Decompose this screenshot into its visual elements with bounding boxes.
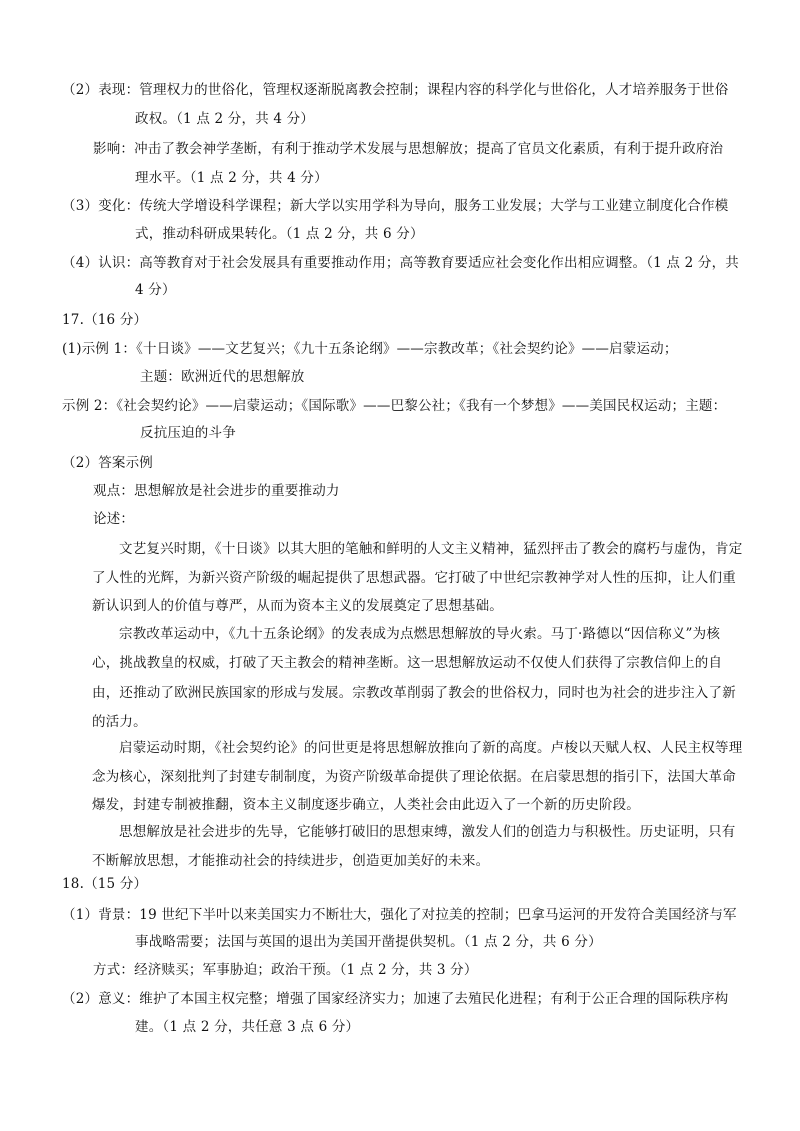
q18-meaning: （2）意义：维护了本国主权完整；增强了国家经济实力；加速了去殖民化进程；有利于公正合理的国际秩序构 xyxy=(62,991,729,1007)
q18-method: 方式：经济赎买；军事胁迫；政治干预。（1 点 2 分，共 3 分） xyxy=(93,962,478,978)
q16-p2-impact: 影响：冲击了教会神学垄断，有利于推动学术发展与思想解放；提高了官员文化素质，有利于提升政府治 xyxy=(93,141,724,157)
q16-p4-view-cont: 4 分） xyxy=(135,282,176,298)
q17-argument-label: 论述： xyxy=(93,511,135,527)
q17-header: 17.（16 分） xyxy=(62,312,148,328)
q18-header: 18.（15 分） xyxy=(62,876,148,892)
q17-example-2: 示例 2：《社会契约论》——启蒙运动；《国际歌》——巴黎公社；《我有一个梦想》——美国民权运动；主题： xyxy=(62,398,727,414)
q18-background-cont: 事战略需要；法国与英国的退出为美国开凿提供契机。（1 点 2 分，共 6 分） xyxy=(135,934,602,950)
q16-p2-performance-cont: 政权。（1 点 2 分，共 4 分） xyxy=(135,111,315,127)
q17-viewpoint: 观点：思想解放是社会进步的重要推动力 xyxy=(93,483,340,499)
q16-p3-change-cont: 式，推动科研成果转化。（1 点 2 分，共 6 分） xyxy=(135,226,424,242)
q17-paragraph-renaissance: 文艺复兴时期，《十日谈》以其大胆的笔触和鲜明的人文主义精神，猛烈抨击了教会的腐朽与虚伪，肯定了人性的光辉，为新兴资产阶级的崛起提供了思想武器。它打破了中世纪宗教神学对人性的压抑，让人们重新认识到人的价值与尊严，从而为资本主义的发展奠定了思想基础。 xyxy=(92,541,743,614)
q17-part2-label: （2）答案示例 xyxy=(62,455,153,471)
q17-paragraph-enlightenment: 启蒙运动时期，《社会契约论》的问世更是将思想解放推向了新的高度。卢梭以天赋人权、人民主权等理念为核心，深刻批判了封建专制制度，为资产阶级革命提供了理论依据。在启蒙思想的指引下，法国大革命爆发，封建专制被推翻，资本主义制度逐步确立，人类社会由此迈入了一个新的历史阶段。 xyxy=(92,740,743,813)
q17-paragraph-reformation: 宗教改革运动中，《九十五条论纲》的发表成为点燃思想解放的导火索。马丁·路德以“因信称义”为核心，挑战教皇的权威，打破了天主教会的精神垄断。这一思想解放运动不仅使人们获得了宗教信仰上的自由，还推动了欧洲民族国家的形成与发展。宗教改革削弱了教会的世俗权力，同时也为社会的进步注入了新的活力。 xyxy=(92,626,736,730)
q18-meaning-cont: 建。（1 点 2 分，共任意 3 点 6 分） xyxy=(135,1019,360,1035)
q17-example-1: (1)示例 1：《十日谈》——文艺复兴；《九十五条论纲》——宗教改革；《社会契约论》——启蒙运动； xyxy=(62,341,678,357)
q17-example-1-theme: 主题：欧洲近代的思想解放 xyxy=(140,369,305,385)
q18-background: （1）背景：19 世纪下半叶以来美国实力不断壮大，强化了对拉美的控制；巴拿马运河的开发符合美国经济与军 xyxy=(62,907,737,923)
q17-example-2-cont: 反抗压迫的斗争 xyxy=(140,425,236,441)
q16-p2-performance: （2）表现：管理权力的世俗化，管理权逐渐脱离教会控制；课程内容的科学化与世俗化，人才培养服务于世俗 xyxy=(62,82,729,98)
q17-paragraph-conclusion: 思想解放是社会进步的先导，它能够打破旧的思想束缚，激发人们的创造力与积极性。历史证明，只有不断解放思想，才能推动社会的持续进步，创造更加美好的未来。 xyxy=(92,824,736,869)
q16-p3-change: （3）变化：传统大学增设科学课程；新大学以实用学科为导向，服务工业发展；大学与工业建立制度化合作模 xyxy=(62,198,729,214)
q16-p4-view: （4）认识：高等教育对于社会发展具有重要推动作用；高等教育要适应社会变化作出相应调整。（1 点 2 分，共 xyxy=(62,255,739,271)
q16-p2-impact-cont: 理水平。（1 点 2 分，共 4 分） xyxy=(135,170,328,186)
